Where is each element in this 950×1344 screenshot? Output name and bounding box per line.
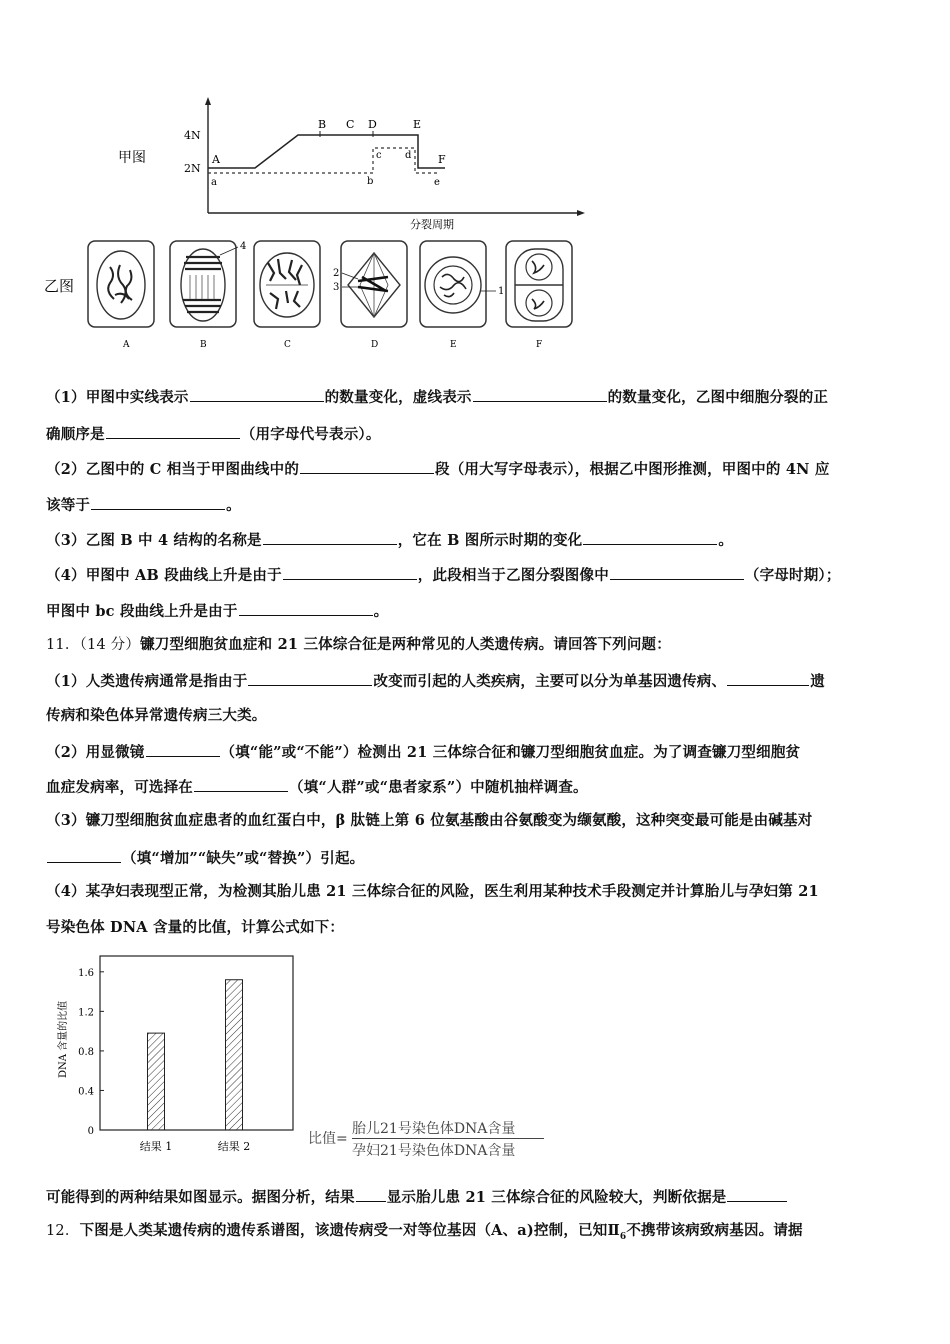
q11-line-3: （2）用显微镜 （填“能”或“不能”）检测出 21 三体综合征和镰刀型细胞贫血症。为了调查镰刀型细胞贫: [46, 741, 800, 763]
q11-line-2: 传病和染色体异常遗传病三大类。: [46, 707, 267, 724]
q10-line-1: （1）甲图中实线表示 的数量变化，虚线表示 的数量变化，乙图中细胞分裂的正: [46, 386, 828, 408]
blank-segment[interactable]: [300, 458, 434, 474]
q11-line-4: 血症发病率，可选择在 （填“人群”或“患者家系”）中随机抽样调查。: [46, 776, 588, 798]
blank-ab-reason[interactable]: [283, 564, 417, 580]
q11-line-9: 可能得到的两种结果如图显示。据图分析，结果 显示胎儿患 21 三体综合征的风险较大，判断依据是: [46, 1186, 788, 1208]
marker-4: 4: [240, 241, 247, 252]
cell-label-b: B: [200, 340, 207, 350]
jia-graph: [205, 97, 585, 216]
y-axis-label: DNA 含量的比值: [58, 1000, 69, 1078]
yi-label: 乙图: [44, 277, 75, 295]
q10-line-2: 确顺序是 （用字母代号表示）。: [46, 423, 381, 445]
q10-line-4: 该等于 。: [46, 494, 241, 516]
cell-e: [420, 241, 496, 327]
cell-label-c: C: [284, 340, 291, 350]
marker-2: 2: [333, 268, 340, 279]
q11-stem: 11．（14 分）镰刀型细胞贫血症和 21 三体综合征是两种常见的人类遗传病。请回答下列问题：: [46, 636, 671, 653]
q11-line-8: 号染色体 DNA 含量的比值，计算公式如下：: [46, 919, 345, 936]
formula-prefix: 比值=: [308, 1131, 348, 1147]
x-axis-label: 分裂周期: [410, 218, 454, 231]
blank-microscope[interactable]: [146, 741, 220, 757]
y-tick-label: 0.4: [78, 1086, 94, 1098]
q10-line-6: （4）甲图中 AB 段曲线上升是由于 ，此段相当于乙图分裂图像中 （字母时期）；: [46, 564, 841, 586]
marker-1: 1: [498, 286, 505, 297]
y-tick-label: 0: [87, 1126, 94, 1137]
top-figure: [40, 95, 600, 355]
blank-solid-line[interactable]: [190, 386, 324, 402]
cell-label-a: A: [123, 340, 130, 350]
plot-frame: [100, 956, 293, 1130]
formula-bar: [352, 1138, 544, 1139]
point-e: e: [434, 177, 440, 188]
point-a: a: [211, 177, 217, 188]
point-d: d: [405, 150, 412, 161]
blank-mutation-type[interactable]: [47, 847, 121, 863]
q11-line-5: （3）镰刀型细胞贫血症患者的血红蛋白中，β 肽链上第 6 位氨基酸由谷氨酸变为缬氨酸，这种突变最可能是由碱基对: [46, 812, 813, 829]
point-E: E: [413, 118, 422, 131]
point-C: C: [346, 118, 355, 131]
cell-b: [170, 241, 238, 327]
blank-dashed-line[interactable]: [473, 386, 607, 402]
q10-line-3: （2）乙图中的 C 相当于甲图曲线中的 段（用大写字母表示），根据乙中图形推测，甲图中的 4N 应: [46, 458, 830, 480]
blank-structure-change[interactable]: [583, 529, 717, 545]
q11-line-6: （填“增加”“缺失”或“替换”）引起。: [46, 847, 364, 869]
cell-c: [254, 241, 320, 327]
cell-label-d: D: [371, 340, 379, 350]
formula-denominator: 孕妇21号染色体DNA含量: [352, 1143, 516, 1159]
marker-3: 3: [333, 282, 340, 293]
point-c: c: [376, 150, 382, 161]
q12-line-1: 12．下图是人类某遗传病的遗传系谱图，该遗传病受一对等位基因（A、a)控制，已知$Ⅱ_6$不携带该病致病基因。请据: [46, 1222, 803, 1242]
blank-structure-name[interactable]: [263, 529, 397, 545]
point-A: A: [212, 153, 220, 166]
q10-line-5: （3）乙图 B 中 4 结构的名称是 ，它在 B 图所示时期的变化 。: [46, 529, 733, 551]
blank-result[interactable]: [356, 1186, 386, 1202]
blank-4n[interactable]: [91, 494, 225, 510]
point-b: b: [367, 176, 374, 187]
y-tick-label: 0.8: [78, 1046, 94, 1058]
cell-d: [341, 241, 407, 327]
cell-f: [506, 241, 572, 327]
blank-survey-group[interactable]: [194, 776, 288, 792]
y-tick-label: 1.2: [78, 1007, 94, 1019]
cell-label-f: F: [536, 340, 543, 350]
blank-basis[interactable]: [727, 1186, 787, 1202]
blank-bc-reason[interactable]: [239, 600, 373, 616]
blank-cause[interactable]: [248, 670, 372, 686]
bar-result-1: [148, 1033, 165, 1130]
point-D: D: [368, 118, 377, 131]
q11-line-7: （4）某孕妇表现型正常，为检测其胎儿患 21 三体综合征的风险，医生利用某种技术手段测定并计算胎儿与孕妇第 21: [46, 883, 819, 900]
dna-ratio-chart: [48, 950, 308, 1162]
point-B: B: [318, 118, 327, 131]
point-F: F: [438, 153, 446, 166]
q11-line-1: （1）人类遗传病通常是指由于 改变而引起的人类疾病，主要可以分为单基因遗传病、 遗: [46, 670, 825, 692]
blank-disease-type[interactable]: [727, 670, 809, 686]
blank-ab-stage[interactable]: [610, 564, 744, 580]
formula-numerator: 胎儿21号染色体DNA含量: [352, 1121, 516, 1137]
blank-order[interactable]: [106, 423, 240, 439]
y-tick-label: 1.6: [78, 967, 94, 979]
cell-a: [88, 241, 154, 327]
bar-result-2: [226, 980, 243, 1130]
cell-label-e: E: [450, 340, 457, 350]
x-label-result-1: 结果 1: [139, 1140, 173, 1153]
jia-label: 甲图: [118, 150, 146, 166]
x-label-result-2: 结果 2: [217, 1140, 251, 1153]
y-tick-4n: 4N: [184, 129, 201, 142]
q10-line-7: 甲图中 bc 段曲线上升是由于 。: [46, 600, 388, 622]
y-tick-2n: 2N: [184, 162, 201, 175]
